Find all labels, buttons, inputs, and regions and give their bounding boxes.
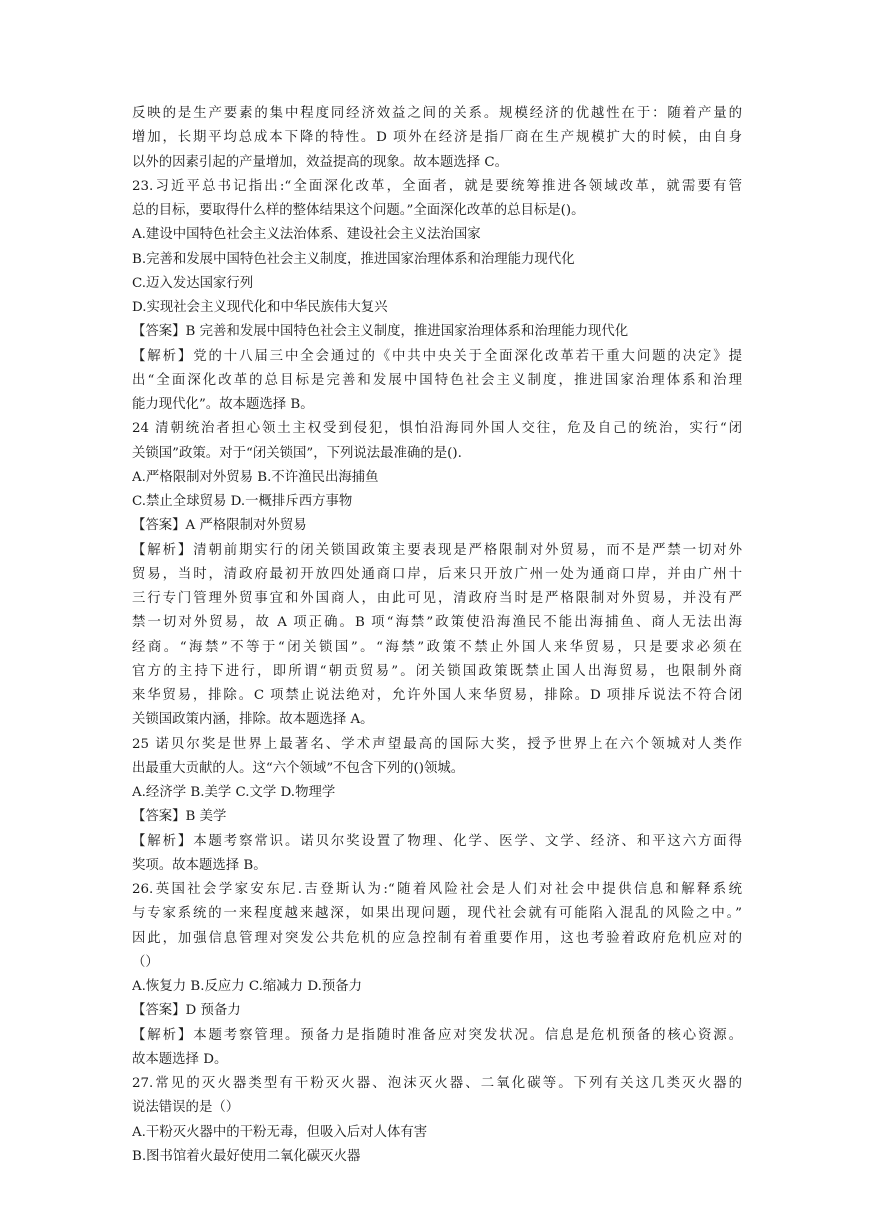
question-23-answer: 【答案】B 完善和发展中国特色社会主义制度，推进国家治理体系和治理能力现代化 [132,324,629,340]
question-27-stem: 27.常见的灭火器类型有干粉灭火器、泡沫灭火器、二氧化碳等。下列有关这几类灭火器的 [132,1076,742,1091]
question-27-option-a: A.干粉灭火器中的干粉无毒，但吸入后对人体有害 [132,1124,428,1140]
question-23-analysis: 能力现代化”。故本题选择 B。 [132,397,314,412]
question-26-stem: （） [132,954,159,970]
text-line: 以外的因素引起的产量增加，效益提高的现象。故本题选择 C。 [132,154,509,170]
question-24-analysis: 【解析】清朝前期实行的闭关锁国政策主要表现是严格限制对外贸易，而不是严禁一切对外 [132,542,742,558]
question-23-stem: 23.习近平总书记指出:“全面深化改革，全面者，就是要统筹推进各领域改革，就需要有管 [132,178,742,194]
question-26-analysis: 故本题选择 D。 [132,1051,228,1067]
question-23-option-d: D.实现社会主义现代化和中华民族伟大复兴 [132,300,388,315]
question-26-analysis: 【解析】本题考察管理。预备力是指随时准备应对突发状况。信息是危机预备的核心资源。 [132,1027,742,1043]
question-24-options: C.禁止全球贸易 D.一概排斥西方事物 [132,494,353,509]
question-23-option-c: C.迈入发达国家行列 [132,275,254,291]
text-line: 增加，长期平均总成本下降的特性。D 项外在经济是指厂商在生产规模扩大的时候，由自身 [132,130,742,146]
question-24-options: A.严格限制对外贸易 B.不许渔民出海捕鱼 [132,469,379,485]
question-26-options: A.恢复力 B.反应力 C.缩减力 D.预备力 [132,979,363,994]
question-24-stem: 24 清朝统治者担心领土主权受到侵犯，惧怕沿海同外国人交往，危及自己的统治，实行“闭 [132,421,742,437]
question-26-stem: 26.英国社会学家安东尼.吉登斯认为:“随着风险社会是人们对社会中提供信息和解释系统 [132,882,742,897]
question-24-analysis: 来华贸易，排除。C 项禁止说法绝对，允许外国人来华贸易，排除。D 项排斥说法不符合闭 [132,688,742,703]
question-25-answer: 【答案】B 美学 [132,809,227,825]
question-25-stem: 25 诺贝尔奖是世界上最著名、学术声望最高的国际大奖，授予世界上在六个领城对人类作 [132,736,742,752]
question-24-answer: 【答案】A 严格限制对外贸易 [132,518,307,534]
question-24-analysis: 关锁国政策内涵，排除。故本题选择 A。 [132,712,374,728]
question-23-stem: 总的目标，要取得什么样的整体结果这个问题。”全面深化改革的总目标是()。 [132,203,585,218]
question-23-option-b: B.完善和发展中国特色社会主义制度，推进国家治理体系和治理能力现代化 [132,251,575,267]
question-25-options: A.经济学 B.美学 C.文学 D.物理学 [132,785,336,800]
question-24-analysis: 三行专门管理外贸事宜和外国商人，由此可见，清政府当时是严格限制对外贸易，并没有严 [132,591,742,606]
document-body [132,102,742,1169]
question-26-answer: 【答案】D 预备力 [132,1003,241,1019]
question-24-analysis: 经商。“海禁”不等于“闭关锁国”。“海禁”政策不禁止外国人来华贸易，只是要求必须在 [132,639,742,655]
question-27-stem: 说法错误的是（） [132,1100,240,1116]
question-23-option-a: A.建设中国特色社会主义法治体系、建设社会主义法治国家 [132,227,481,243]
question-24-analysis: 官方的主持下进行，即所谓“朝贡贸易”。闭关锁国政策既禁止国人出海贸易，也限制外商 [132,663,742,679]
text-line: 反映的是生产要素的集中程度同经济效益之间的关系。规模经济的优越性在于：随着产量的 [132,106,742,121]
question-23-analysis: 【解析】党的十八届三中全会通过的《中共中央关于全面深化改革若干重大问题的决定》提 [132,348,742,364]
question-26-stem: 因此，加强信息管理对突发公共危机的应急控制有着重要作用，这也考验着政府危机应对的 [132,930,742,946]
question-24-analysis: 贸易，当时，清政府最初开放四处通商口岸，后来只开放广州一处为通商口岸，并由广州十 [132,566,742,582]
question-23-analysis: 出“全面深化改革的总目标是完善和发展中国特色社会主义制度，推进国家治理体系和治理 [132,372,742,388]
question-25-analysis: 奖项。故本题选择 B。 [132,857,267,873]
question-25-stem: 出最重大贡献的人。这“六个领域”不包含下列的()领城。 [132,760,465,776]
question-24-analysis: 禁一切对外贸易，故 A 项正确。B 项“海禁”政策使沿海渔民不能出海捕鱼、商人无法出海 [132,615,742,631]
question-26-stem: 与专家系统的一来程度越来越深，如果出现问题，现代社会就有可能陷入混乱的风险之中。” [132,906,742,922]
question-25-analysis: 【解析】本题考察常识。诺贝尔奖设置了物理、化学、医学、文学、经济、和平这六方面得 [132,833,742,849]
question-24-stem: 关锁国”政策。对于“闭关锁国”，下列说法最准确的是(). [132,445,462,461]
question-27-option-b: B.图书馆着火最好使用二氧化碳灭火器 [132,1148,361,1164]
